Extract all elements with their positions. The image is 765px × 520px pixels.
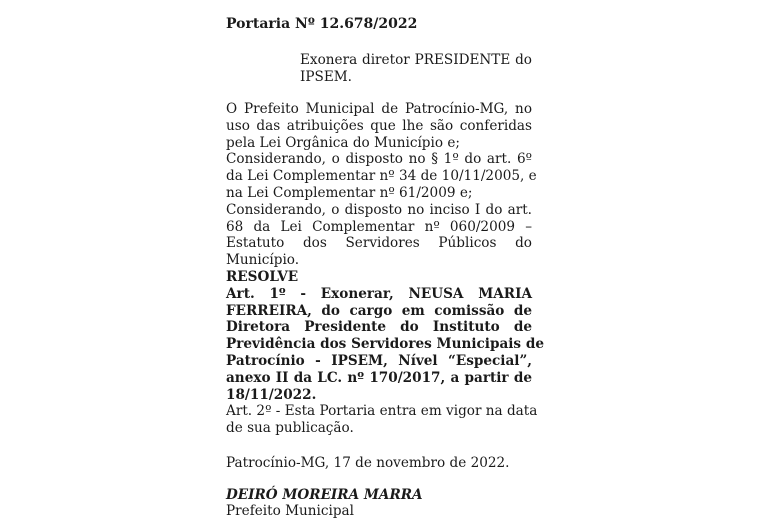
preamble-line: Considerando, o disposto no § 1º do art. 6º — [226, 151, 532, 168]
preamble-line: Considerando, o disposto no inciso I do art. — [226, 201, 532, 218]
preamble-line: Estatuto dos Servidores Públicos do — [226, 235, 532, 252]
article-1-line: Previdência dos Servidores Municipais de — [226, 336, 544, 353]
preamble-line: Município. — [226, 252, 300, 269]
preamble-line: uso das atribuições que lhe são conferidas — [226, 117, 532, 134]
preamble-line: O Prefeito Municipal de Patrocínio-MG, no — [226, 101, 532, 117]
ementa-line: IPSEM. — [300, 68, 352, 85]
signer-name: DEIRÓ MOREIRA MARRA — [226, 487, 423, 503]
preamble-line: na Lei Complementar nº 61/2009 e; — [226, 184, 473, 201]
article-2-line: de sua publicação. — [226, 420, 354, 437]
document-title: Portaria Nº 12.678/2022 — [226, 16, 418, 32]
article-1-line: FERREIRA, do cargo em comissão de — [226, 302, 532, 319]
article-2-line: Art. 2º - Esta Portaria entra em vigor na data — [226, 403, 538, 420]
article-1-line: anexo II da LC. nº 170/2017, a partir de — [226, 369, 532, 386]
signer-role: Prefeito Municipal — [226, 503, 354, 519]
resolve-heading: RESOLVE — [226, 268, 299, 285]
document-body — [226, 101, 544, 437]
ementa-line: Exonera diretor PRESIDENTE do — [300, 52, 532, 68]
article-1-line: 18/11/2022. — [226, 386, 317, 403]
article-1-line: Diretora Presidente do Instituto de — [226, 319, 532, 336]
preamble-line: da Lei Complementar nº 34 de 10/11/2005, e — [226, 168, 537, 185]
article-1-line: Patrocínio - IPSEM, Nível “Especial”, — [226, 352, 532, 369]
article-1-line: Art. 1º - Exonerar, NEUSA MARIA — [226, 285, 532, 302]
preamble-line: pela Lei Orgânica do Município e; — [226, 134, 460, 151]
date-line: Patrocínio-MG, 17 de novembro de 2022. — [226, 455, 510, 471]
ementa-summary — [300, 52, 532, 86]
preamble-line: 68 da Lei Complementar nº 060/2009 – — [226, 218, 532, 235]
